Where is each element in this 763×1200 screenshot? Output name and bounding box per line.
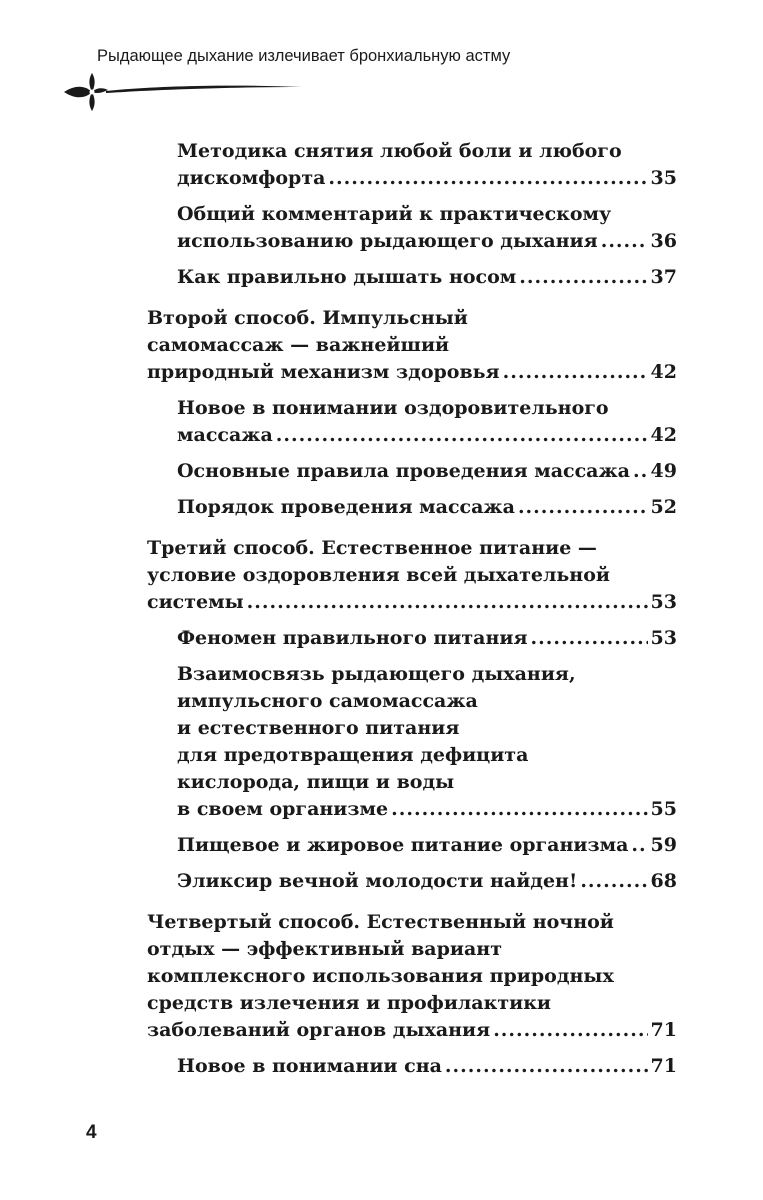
toc-entry-last-line (177, 796, 677, 823)
toc-entry-title-line: использованию рыдающего дыхания (177, 230, 598, 252)
toc-section-entry[interactable] (147, 832, 677, 859)
toc-entry-last-line (177, 458, 677, 485)
entry-spacer (147, 616, 677, 625)
dot-leader (247, 589, 648, 616)
dot-leader (276, 422, 648, 449)
toc-entry-title-line: Феномен правильного питания (177, 627, 528, 649)
dot-leader (391, 796, 647, 823)
toc-entry-title-line: Как правильно дышать носом (177, 266, 517, 288)
dot-leader (519, 264, 647, 291)
toc-entry-last-line (177, 1053, 677, 1080)
toc-section-entry[interactable] (147, 494, 677, 521)
entry-spacer (147, 652, 677, 661)
entry-spacer (147, 823, 677, 832)
toc-entry-title-line: отдых — эффективный вариант (147, 938, 502, 960)
toc-page-number: 53 (650, 591, 677, 613)
toc-page-number: 42 (650, 424, 677, 446)
toc-section-entry[interactable] (147, 458, 677, 485)
toc-entry-last-line (177, 165, 677, 192)
toc-entry-last-line (147, 359, 677, 386)
dot-leader (531, 625, 648, 652)
toc-entry-title-line: Пищевое и жировое питание организма (177, 834, 629, 856)
entry-spacer (147, 859, 677, 868)
toc-entry-title-line: Методика снятия любой боли и любого (177, 140, 622, 162)
toc-page-number: 68 (650, 870, 677, 892)
page-number: 4 (86, 1122, 97, 1143)
toc-chapter-entry[interactable] (147, 535, 677, 616)
toc-entry-title-line: Эликсир вечной молодости найден! (177, 870, 578, 892)
dot-leader (601, 228, 648, 255)
toc-section-entry[interactable] (147, 201, 677, 255)
toc-entry-last-line (177, 868, 677, 895)
toc-entry-last-line (177, 422, 677, 449)
toc-page-number: 59 (650, 834, 677, 856)
toc-page-number: 49 (650, 460, 677, 482)
toc-entry-last-line (177, 625, 677, 652)
toc-section-entry[interactable] (147, 1053, 677, 1080)
toc-entry-title-line: импульсного самомассажа (177, 690, 478, 712)
entry-spacer (147, 386, 677, 395)
toc-entry-title-line: Новое в понимании сна (177, 1055, 442, 1077)
toc-entry-title-line: Третий способ. Естественное питание — (147, 537, 597, 559)
toc-section-entry[interactable] (147, 264, 677, 291)
toc-entry-title-line: и естественного питания (177, 717, 460, 739)
toc-entry-title-line: комплексного использования природных (147, 965, 614, 987)
dot-leader (631, 832, 647, 859)
toc-entry-title-line: средств излечения и профилактики (147, 992, 552, 1014)
toc-page-number: 52 (650, 496, 677, 518)
toc-entry-title-line: Основные правила проведения массажа (177, 460, 630, 482)
dot-leader (328, 165, 647, 192)
toc-entry-last-line (177, 228, 677, 255)
dot-leader (445, 1053, 648, 1080)
toc-entry-last-line (147, 1017, 677, 1044)
dot-leader (633, 458, 648, 485)
toc-chapter-entry[interactable] (147, 909, 677, 1044)
fleuron-ornament-icon (62, 72, 312, 112)
toc-page-number: 37 (650, 266, 677, 288)
toc-entry-title-line: заболеваний органов дыхания (147, 1019, 491, 1041)
toc-entry-title-line: Новое в понимании оздоровительного (177, 397, 609, 419)
table-of-contents (147, 138, 677, 1080)
entry-spacer (147, 485, 677, 494)
toc-entry-title-line: Второй способ. Импульсный (147, 307, 468, 329)
toc-entry-title-line: условие оздоровления всей дыхательной (147, 564, 610, 586)
entry-spacer (147, 449, 677, 458)
toc-page-number: 42 (650, 361, 677, 383)
toc-page-number: 71 (650, 1019, 677, 1041)
toc-page-number: 53 (650, 627, 677, 649)
running-head-title: Рыдающее дыхание излечивает бронхиальную астму (97, 47, 511, 65)
toc-entry-last-line (177, 494, 677, 521)
entry-spacer (147, 895, 677, 909)
toc-entry-title-line: природный механизм здоровья (147, 361, 500, 383)
toc-entry-title-line: дискомфорта (177, 167, 326, 189)
toc-entry-last-line (177, 832, 677, 859)
toc-page-number: 35 (650, 167, 677, 189)
toc-section-entry[interactable] (147, 138, 677, 192)
entry-spacer (147, 521, 677, 535)
toc-entry-title-line: Взаимосвязь рыдающего дыхания, (177, 663, 576, 685)
dot-leader (518, 494, 648, 521)
toc-entry-title-line: Общий комментарий к практическому (177, 203, 612, 225)
toc-entry-last-line (177, 264, 677, 291)
toc-entry-title-line: массажа (177, 424, 273, 446)
entry-spacer (147, 1044, 677, 1053)
toc-chapter-entry[interactable] (147, 305, 677, 386)
dot-leader (580, 868, 647, 895)
toc-section-entry[interactable] (147, 661, 677, 823)
toc-entry-title-line: кислорода, пищи и воды (177, 771, 455, 793)
toc-page-number: 71 (650, 1055, 677, 1077)
toc-entry-title-line: в своем организме (177, 798, 389, 820)
toc-entry-title-line: для предотвращения дефицита (177, 744, 529, 766)
toc-entry-title-line: системы (147, 591, 244, 613)
toc-section-entry[interactable] (147, 868, 677, 895)
entry-spacer (147, 291, 677, 305)
entry-spacer (147, 255, 677, 264)
toc-page-number: 55 (650, 798, 677, 820)
entry-spacer (147, 192, 677, 201)
toc-page-number: 36 (650, 230, 677, 252)
toc-section-entry[interactable] (147, 395, 677, 449)
toc-entry-title-line: Порядок проведения массажа (177, 496, 515, 518)
toc-entry-last-line (147, 589, 677, 616)
dot-leader (503, 359, 648, 386)
toc-entry-title-line: Четвертый способ. Естественный ночной (147, 911, 614, 933)
toc-entry-title-line: самомассаж — важнейший (147, 334, 450, 356)
toc-section-entry[interactable] (147, 625, 677, 652)
dot-leader (493, 1017, 647, 1044)
